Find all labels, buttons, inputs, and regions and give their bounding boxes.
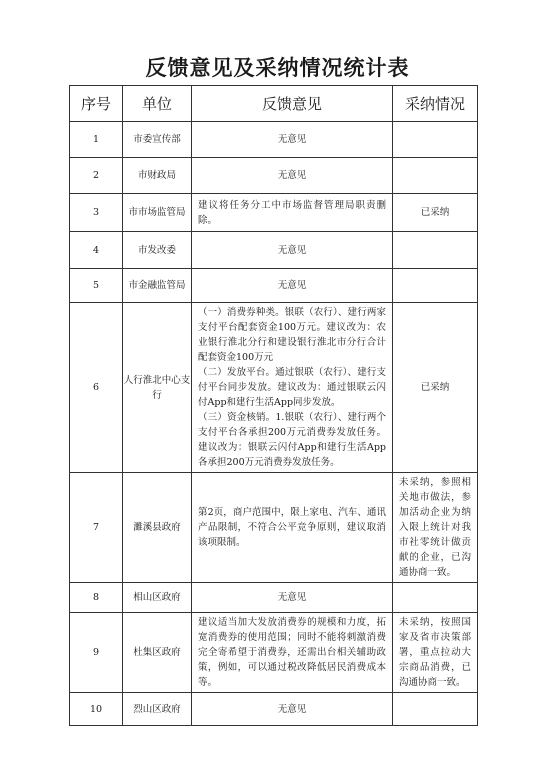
row-unit: 市市场监管局 (123, 194, 192, 232)
row-feedback (192, 303, 393, 473)
row-seq: 9 (70, 613, 123, 693)
table-row (70, 303, 478, 473)
row-adoption (393, 194, 478, 232)
row-adoption (393, 122, 478, 158)
header-adoption: 采纳情况 (393, 86, 478, 122)
feedback-text: （一）消费券种类。银联（农行）、建行两家支付平台配套资金100万元。建议改为：农业银行淮北分行和建设银行淮北市分行合计配套资金100万元 (198, 307, 386, 363)
adoption-text: 已采纳 (420, 207, 450, 218)
row-unit: 人行淮北中心支行 (123, 303, 192, 473)
header-seq: 序号 (70, 86, 123, 122)
row-adoption (393, 269, 478, 303)
row-unit: 烈山区政府 (123, 693, 192, 726)
header-feedback: 反馈意见 (192, 86, 393, 122)
row-feedback (192, 232, 393, 269)
header-unit: 单位 (123, 86, 192, 122)
row-unit: 濉溪县政府 (123, 473, 192, 583)
table-row (70, 194, 478, 232)
adoption-text: 未采纳，参照相关地市做法，参加活动企业为纳入限上统计对我市社零统计做贡献的企业，已沟通协商一致。 (399, 477, 471, 578)
row-seq: 6 (70, 303, 123, 473)
row-seq: 4 (70, 232, 123, 269)
row-seq: 2 (70, 158, 123, 194)
table-row (70, 158, 478, 194)
row-adoption (393, 232, 478, 269)
row-adoption (393, 613, 478, 693)
feedback-text: 建议适当加大发放消费券的规模和力度，拓宽消费券的使用范围；同时不能将刺激消费完全寄希望于消费券，还需出台相关辅助政策，例如，可以通过税改降低居民消费成本等。 (198, 617, 386, 688)
row-adoption (393, 303, 478, 473)
table-row (70, 473, 478, 583)
row-seq: 1 (70, 122, 123, 158)
page-title: 反馈意见及采纳情况统计表 (145, 56, 410, 80)
row-feedback (192, 583, 393, 613)
row-unit: 杜集区政府 (123, 613, 192, 693)
row-seq: 10 (70, 693, 123, 726)
row-seq: 3 (70, 194, 123, 232)
table-row (70, 693, 478, 726)
row-adoption (393, 583, 478, 613)
row-feedback (192, 122, 393, 158)
adoption-text: 未采纳，按照国家及省市决策部署，重点拉动大宗商品消费，已沟通协商一致。 (399, 617, 471, 688)
adoption-text: 已采纳 (420, 382, 450, 393)
feedback-text: 无意见 (277, 170, 307, 181)
feedback-text: 第2页，商户范围中，限上家电、汽车、通讯产品限制，不符合公平竞争原则，建议取消该项限制。 (198, 507, 386, 548)
row-unit: 相山区政府 (123, 583, 192, 613)
feedback-text: 无意见 (277, 134, 307, 145)
row-unit: 市金融监管局 (123, 269, 192, 303)
feedback-text: （三）资金核销。1.银联（农行）、建行两个支付平台各承担200万元消费券发放任务。建议改为：银联云闪付App和建行生活App各承担200万元消费券发放任务。 (198, 412, 386, 468)
feedback-text: （二）发放平台。通过银联（农行）、建行支付平台同步发放。建议改为：通过银联云闪付App和建行生活App同步发放。 (198, 367, 386, 408)
row-feedback (192, 473, 393, 583)
feedback-table (69, 85, 478, 726)
row-adoption (393, 473, 478, 583)
table-row (70, 122, 478, 158)
feedback-text: 无意见 (277, 592, 307, 603)
feedback-text: 无意见 (277, 703, 307, 715)
table-row (70, 269, 478, 303)
table-row (70, 583, 478, 613)
row-feedback (192, 158, 393, 194)
row-feedback (192, 613, 393, 693)
row-seq: 8 (70, 583, 123, 613)
table-header-row (70, 86, 478, 122)
row-feedback (192, 693, 393, 726)
table-row (70, 613, 478, 693)
feedback-text: 无意见 (277, 244, 307, 256)
feedback-text: 无意见 (277, 280, 307, 291)
row-unit: 市财政局 (123, 158, 192, 194)
feedback-text: 建议将任务分工中市场监督管理局职责删除。 (198, 199, 386, 226)
row-seq: 5 (70, 269, 123, 303)
table-row (70, 232, 478, 269)
row-feedback (192, 194, 393, 232)
row-feedback (192, 269, 393, 303)
row-adoption (393, 693, 478, 726)
row-adoption (393, 158, 478, 194)
row-unit: 市委宣传部 (123, 122, 192, 158)
row-unit: 市发改委 (123, 232, 192, 269)
row-seq: 7 (70, 473, 123, 583)
